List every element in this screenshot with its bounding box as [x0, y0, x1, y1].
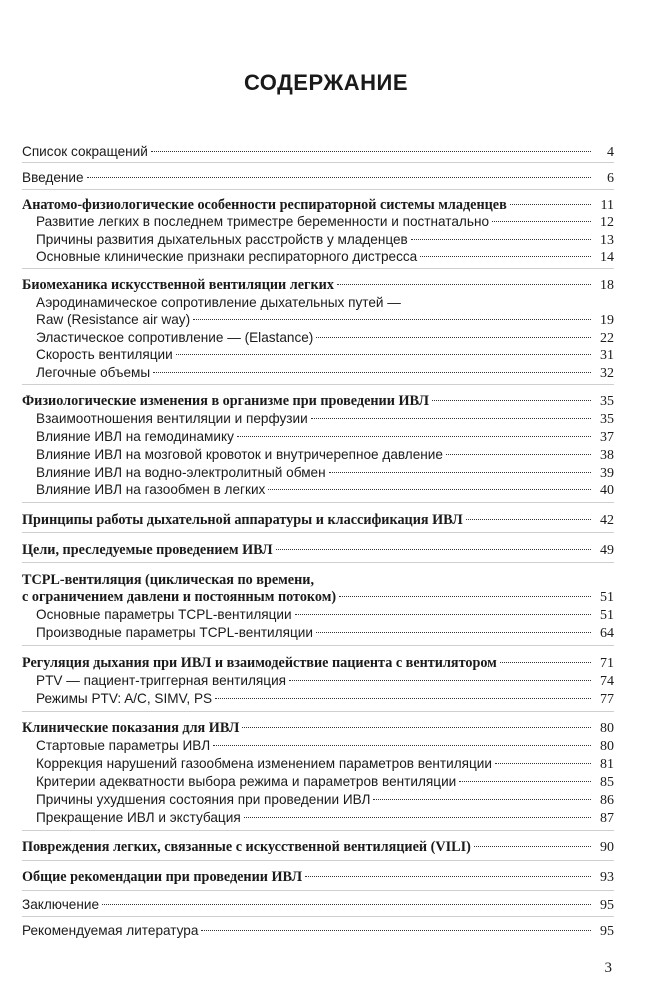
toc-section-label: Физиологические изменения в организме при проведении ИВЛ — [22, 393, 429, 409]
toc-entry-label: Производные параметры TCPL-вентиляции — [36, 625, 313, 640]
toc-entry-label: Развитие легких в последнем триместре беременности и постнатально — [36, 214, 490, 229]
toc-entry-label: Основные клинические признаки респираторного дистресса — [36, 249, 418, 264]
toc-entry[interactable] — [22, 248, 614, 266]
toc-entry-label: Рекомендуемая литература — [22, 923, 199, 938]
toc-entry-page: 13 — [600, 233, 614, 248]
leader-dots — [329, 472, 591, 473]
leader-dots — [215, 698, 591, 699]
toc-entry-page: 95 — [600, 898, 614, 913]
toc-entry-page: 95 — [600, 924, 614, 939]
toc-section[interactable] — [22, 196, 614, 214]
toc-section[interactable] — [22, 588, 614, 606]
leader-dots — [213, 745, 591, 746]
toc-entry-page: 86 — [600, 793, 614, 808]
leader-dots — [242, 727, 591, 728]
divider — [22, 916, 614, 917]
toc-entry-label: Влияние ИВЛ на газообмен в легких — [36, 482, 266, 497]
leader-dots — [237, 436, 591, 437]
leader-dots — [295, 614, 591, 615]
leader-dots — [151, 151, 591, 152]
toc-section-label: Клинические показания для ИВЛ — [22, 720, 240, 736]
leader-dots — [316, 632, 591, 633]
toc-entry-label: Режимы PTV: A/C, SIMV, PS — [36, 691, 213, 706]
page-title: СОДЕРЖАНИЕ — [243, 70, 409, 95]
toc-section[interactable] — [22, 541, 614, 559]
divider — [22, 890, 614, 891]
toc-section-label: Анатомо-физиологические особенности респираторной системы младенцев — [22, 197, 507, 213]
toc-entry-page: 51 — [600, 590, 614, 605]
toc-entry[interactable] — [22, 755, 614, 773]
toc-entry-page: 74 — [600, 674, 614, 689]
leader-dots — [510, 204, 591, 205]
toc-entry[interactable] — [22, 922, 614, 940]
toc-entry[interactable] — [22, 672, 614, 690]
toc-entry[interactable] — [22, 364, 614, 382]
toc-entry-page: 42 — [600, 513, 614, 528]
divider — [22, 860, 614, 861]
leader-dots — [420, 256, 591, 257]
toc-entry-label: Заключение — [22, 897, 100, 912]
leader-dots — [153, 372, 591, 373]
toc-entry[interactable] — [22, 428, 614, 446]
divider — [22, 532, 614, 533]
toc-entry-label: Основные параметры TCPL-вентиляции — [36, 607, 292, 622]
leader-dots — [500, 662, 591, 663]
leader-dots — [466, 519, 591, 520]
divider — [22, 502, 614, 503]
toc-entry-page: 6 — [607, 171, 614, 186]
leader-dots — [289, 680, 591, 681]
toc-entry-page: 18 — [600, 278, 614, 293]
leader-dots — [474, 846, 591, 847]
toc-entry[interactable] — [22, 446, 614, 464]
toc-entry-page: 71 — [600, 656, 614, 671]
leader-dots — [339, 596, 591, 597]
leader-dots — [495, 763, 591, 764]
leader-dots — [373, 799, 591, 800]
toc-entry-page: 51 — [600, 608, 614, 623]
toc-entry-page: 85 — [600, 775, 614, 790]
toc-entry-label: Стартовые параметры ИВЛ — [36, 738, 211, 753]
toc-entry-page: 81 — [600, 757, 614, 772]
leader-dots — [268, 489, 591, 490]
leader-dots — [176, 354, 591, 355]
toc-section-label: Принципы работы дыхательной аппаратуры и классификация ИВЛ — [22, 512, 463, 528]
toc-section-label-line1: TCPL-вентиляция (циклическая по времени, — [22, 572, 314, 588]
toc-entry-page: 4 — [607, 145, 614, 160]
toc-section[interactable] — [22, 719, 614, 737]
toc-section-label: Биомеханика искусственной вентиляции легких — [22, 277, 334, 293]
page-number: 3 — [604, 960, 612, 976]
toc-entry-label: Критерии адекватности выбора режима и параметров вентиляции — [36, 774, 457, 789]
divider — [22, 268, 614, 269]
leader-dots — [446, 454, 591, 455]
divider — [22, 830, 614, 831]
toc-entry-page: 64 — [600, 626, 614, 641]
toc-entry-label: Коррекция нарушений газообмена изменением параметров вентиляции — [36, 756, 492, 771]
toc-entry-label: PTV — пациент-триггерная вентиляция — [36, 673, 287, 688]
leader-dots — [311, 418, 591, 419]
divider — [22, 562, 614, 563]
leader-dots — [201, 930, 591, 931]
toc-entry-page: 35 — [600, 394, 614, 409]
divider — [22, 189, 614, 190]
toc-entry[interactable] — [22, 737, 614, 755]
toc-entry[interactable] — [22, 624, 614, 642]
toc-entry-label: Причины ухудшения состояния при проведении ИВЛ — [36, 792, 371, 807]
toc-entry-page: 35 — [600, 412, 614, 427]
leader-dots — [459, 781, 591, 782]
toc-section[interactable] — [22, 868, 614, 886]
leader-dots — [432, 400, 591, 401]
toc-section[interactable] — [22, 654, 614, 672]
toc-entry-label: Скорость вентиляции — [36, 347, 173, 362]
toc-entry-page: 77 — [600, 692, 614, 707]
toc-entry-page: 80 — [600, 739, 614, 754]
toc-entry-label: Raw (Resistance air way) — [36, 312, 191, 327]
toc-entry-label: Влияние ИВЛ на водно-электролитный обмен — [36, 465, 326, 480]
toc-entry[interactable] — [22, 311, 614, 329]
toc-entry-label: Влияние ИВЛ на мозговой кровоток и внутричерепное давление — [36, 447, 443, 462]
toc-entry-label: Введение — [22, 170, 84, 185]
toc-entry[interactable] — [22, 143, 614, 161]
toc-section[interactable] — [22, 511, 614, 529]
toc-entry-label-line1: Аэродинамическое сопротивление дыхательных путей — — [36, 295, 401, 310]
toc-entry[interactable] — [22, 773, 614, 791]
toc-entry-label: Список сокращений — [22, 144, 148, 159]
toc-entry-page: 14 — [600, 250, 614, 265]
toc-entry-page: 80 — [600, 721, 614, 736]
leader-dots — [244, 817, 591, 818]
toc-section-label: Общие рекомендации при проведении ИВЛ — [22, 869, 303, 885]
toc-entry[interactable] — [22, 809, 614, 827]
toc-entry[interactable] — [22, 896, 614, 914]
toc-section[interactable] — [22, 838, 614, 856]
toc-entry[interactable] — [22, 464, 614, 482]
toc-entry-label: Эластическое сопротивление — (Elastance) — [36, 330, 314, 345]
toc-entry-page: 93 — [600, 870, 614, 885]
toc-entry-label: Причины развития дыхательных расстройств у младенцев — [36, 232, 408, 247]
toc-entry[interactable] — [22, 791, 614, 809]
toc-entry[interactable] — [22, 213, 614, 231]
toc-section[interactable] — [22, 276, 614, 294]
toc-entry-page: 87 — [600, 811, 614, 826]
toc-entry-page: 40 — [600, 483, 614, 498]
divider — [22, 645, 614, 646]
toc-entry-page: 32 — [600, 366, 614, 381]
toc-entry[interactable] — [22, 346, 614, 364]
divider — [22, 162, 614, 163]
toc-entry-label: Легочные объемы — [36, 365, 151, 380]
leader-dots — [102, 904, 591, 905]
leader-dots — [411, 239, 591, 240]
toc-entry-label: Прекращение ИВЛ и экстубация — [36, 810, 241, 825]
toc-section-label: Цели, преследуемые проведением ИВЛ — [22, 542, 273, 558]
toc-entry-label: Взаимоотношения вентиляции и перфузии — [36, 411, 308, 426]
toc-entry[interactable] — [22, 169, 614, 187]
toc-entry[interactable] — [22, 231, 614, 249]
toc-entry-page: 11 — [600, 198, 614, 213]
toc-section-label: Регуляция дыхания при ИВЛ и взаимодействие пациента с вентилятором — [22, 655, 497, 671]
toc-entry-page: 19 — [600, 313, 614, 328]
leader-dots — [492, 221, 591, 222]
toc-entry[interactable] — [22, 690, 614, 708]
toc-entry-page: 12 — [600, 215, 614, 230]
toc-section-label: Повреждения легких, связанные с искусственной вентиляцией (VILI) — [22, 839, 471, 855]
leader-dots — [87, 177, 591, 178]
toc-entry-page: 49 — [600, 543, 614, 558]
toc-entry-page: 37 — [600, 430, 614, 445]
toc-entry[interactable] — [22, 481, 614, 499]
divider — [22, 711, 614, 712]
leader-dots — [193, 319, 591, 320]
leader-dots — [276, 549, 591, 550]
toc-entry[interactable] — [22, 410, 614, 428]
toc-section[interactable] — [22, 392, 614, 410]
toc-entry[interactable] — [22, 606, 614, 624]
toc-entry[interactable] — [22, 329, 614, 347]
toc-entry-page: 31 — [600, 348, 614, 363]
toc-entry-page: 38 — [600, 448, 614, 463]
leader-dots — [316, 337, 591, 338]
toc-section-label: с ограничением давлени и постоянным потоком) — [22, 589, 337, 605]
toc-entry-page: 90 — [600, 840, 614, 855]
toc-entry-label: Влияние ИВЛ на гемодинамику — [36, 429, 234, 444]
toc-entry-page: 22 — [600, 331, 614, 346]
leader-dots — [305, 876, 591, 877]
toc-entry-page: 39 — [600, 466, 614, 481]
divider — [22, 384, 614, 385]
leader-dots — [337, 284, 591, 285]
